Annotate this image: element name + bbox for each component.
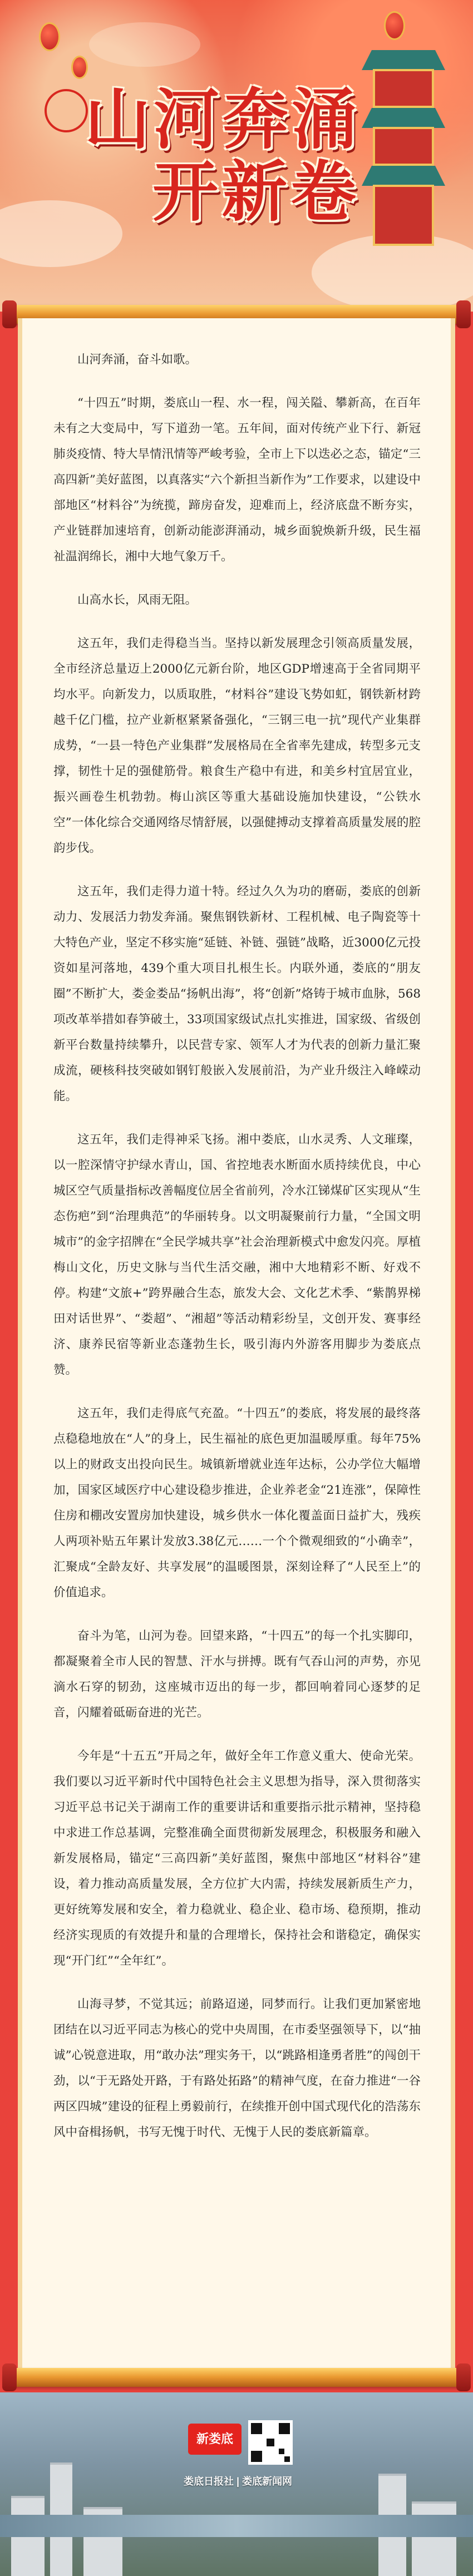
qr-code-icon[interactable]	[248, 2420, 293, 2465]
article-paragraph: 山河奔涌，奋斗如歌。	[77, 353, 198, 367]
scroll-rod-bottom	[4, 2368, 469, 2387]
lantern-icon	[71, 56, 88, 79]
footer-cityscape	[0, 2392, 473, 2576]
footer-credit: 娄底日报社 | 娄底新闻网	[184, 2476, 293, 2487]
article-paragraph: 山高水长，风雨无阻。	[77, 593, 198, 607]
building-illustration	[412, 2501, 456, 2576]
article-body	[53, 347, 421, 2163]
article-paragraph: 山海寻梦，不觉其远；前路迢递，同梦而行。让我们更加紧密地团结在以习近平同志为核心的党中央周围，在市委坚强领导下，以“抽诚”心锐意进取，用“敢办法”理实务干，以“跳路相逢勇者胜”的闯创干劲，以“于无路处开路，于有路处拓路”的精神气度，在奋力推进“一谷两区四城”建设的征程上勇毅前行，在续推开创中国式现代化的浩荡东风中奋楫扬帆，书写无愧于时代、无愧于人民的娄底新篇章。	[53, 1997, 421, 2139]
header-banner	[0, 0, 473, 312]
brand-block	[184, 2420, 367, 2565]
article-paragraph: 奋斗为笔，山河为卷。回望来路，“十四五”的每一个扎实脚印，都凝聚着全市人民的智慧、汗水与拼搏。既有气吞山河的声势，亦见滴水石穿的韧劲，这座城市迈出的每一步，都回响着同心逐梦的足音，闪耀着砥砺奋进的光芒。	[53, 1629, 421, 1720]
cloud-decoration	[89, 22, 200, 67]
article-paragraph: “十四五”时期，娄底山一程、水一程，闯关隘、攀新高，在百年未有之大变局中，写下道劲一笔。五年间，面对传统产业下行、新冠肺炎疫情、特大旱情汛情等严峻考验，全市上下以迭必之态，锚定“三高四新”美好蓝图，以真落实“六个新担当新作为”工作要求，以建设中部地区“材料谷”为统揽，蹄房奋发，迎难而上，经济底盘不断夯实，产业链群加速培育，创新动能澎湃涌动，城乡面貌焕新升级，民生福祉温润绵长，湘中大地气象万千。	[53, 396, 421, 564]
article-paragraph: 这五年，我们走得底气充盈。“十四五”的娄底，将发展的最终落点稳稳地放在“人”的身上，民生福祉的底色更加温暖厚重。每年75%以上的财政支出投向民生。城镇新增就业连年达标，公办学位大幅增加，国家区域医疗中心建设稳步推进，企业养老金“21连涨”，保障性住房和棚改安置房加快建设，城乡供水一体化覆盖面日益扩大，残疾人两项补贴五年累计发放3.38亿元……一个个微观细致的“小确幸”，汇聚成“全龄友好、共享发展”的温暖图景，深刻诠释了“人民至上”的价值追求。	[53, 1407, 421, 1600]
article-paragraph: 这五年，我们走得稳当当。坚持以新发展理念引领高质量发展，全市经济总量迈上2000亿元新台阶，地区GDP增速高于全省同期平均水平。向新发力，以质取胜，“材料谷”建设飞势如虹，钢铁新材跨越千亿门槛，拉产业新枢紧紧备强化，“三钢三电一抗”现代产业集群成势，“一县一特色产业集群”发展格局在全省率先建成，转型多元支撑，韧性十足的强健筋骨。粮食生产稳中有进，和美乡村宜居宜业，振兴画卷生机勃勃。梅山滨区等重大基础设施加快建设，“公铁水空”一体化综合交通网络尽情舒展，以强健搏动支撑着高质量发展的腔韵步伐。	[53, 636, 421, 855]
page-title	[67, 83, 378, 228]
article-paragraph: 今年是“十五五”开局之年，做好全年工作意义重大、使命光荣。我们要以习近平新时代中国特色社会主义思想为指导，深入贯彻落实习近平总书记关于湖南工作的重要讲话和重要指示批示精神，坚持稳中求进工作总基调，完整准确全面贯彻新发展理念，积极服务和融入新发展格局，锚定“三高四新”美好蓝图，聚焦中部地区“材料谷”建设，着力推动高质量发展，全方位扩大内需，持续发展新质生产力，更好统筹发展和安全，着力稳就业、稳企业、稳市场、稳预期，推动经济实现质的有效提升和量的合理增长，保持社会和谐稳定，确保实现“开门红”“全年红”。	[53, 1749, 421, 1968]
title-ring-decoration	[45, 89, 88, 132]
lantern-icon	[384, 11, 405, 40]
article-scroll	[18, 318, 455, 2377]
title-line-1: 山河奔涌	[84, 81, 361, 158]
article-paragraph: 这五年，我们走得神采飞扬。湘中娄底，山水灵秀、人文璀璨，以一腔深情守护绿水青山，国、省控地表水断面水质持续优良，中心城区空气质量指标改善幅度位居全省前列，冷水江锑煤矿区实现从“生态伤疤”到“治理典范”的华丽转身。以文明凝聚前行力量，“全国文明城市”的金字招牌在“全民学城共享”社会治理新模式中愈发闪亮。厚植梅山文化，历史文脉与当代生活交融，湘中大地精彩不断、好戏不停。构建“文旅+”跨界融合生态，旅发大会、文化艺术季、“紫鹊界梯田对话世界”、“娄超”、“湘超”等活动精彩纷呈，文创开发、赛事经济、康养民宿等新业态蓬勃生长，吸引海内外游客用脚步为娄底点赞。	[53, 1133, 421, 1377]
brand-logo: 新娄底	[188, 2424, 242, 2455]
title-line-2: 开新卷	[152, 152, 359, 230]
article-paragraph: 这五年，我们走得力道十特。经过久久为功的磨砺，娄底的创新动力、发展活力勃发奔涌。聚焦钢铁新材、工程机械、电子陶瓷等十大特色产业，坚定不移实施“延链、补链、强链”战略，近3000亿元投资如星河落地，439个重大项目扎根生长。内联外通，娄底的“朋友圈”不断扩大，娄金娄品“扬帆出海”，将“创新”烙铸于城市血脉，568项改革举措如春笋破土，33项国家级试点扎实推进，国家级、省级创新平台数量持续攀升，以民营专家、领军人才为代表的创新力量汇聚成流，硬核科技突破如钢钉般嵌入发展前沿，为产业升级注入峰嵘动能。	[53, 885, 421, 1103]
lantern-icon	[39, 22, 60, 51]
